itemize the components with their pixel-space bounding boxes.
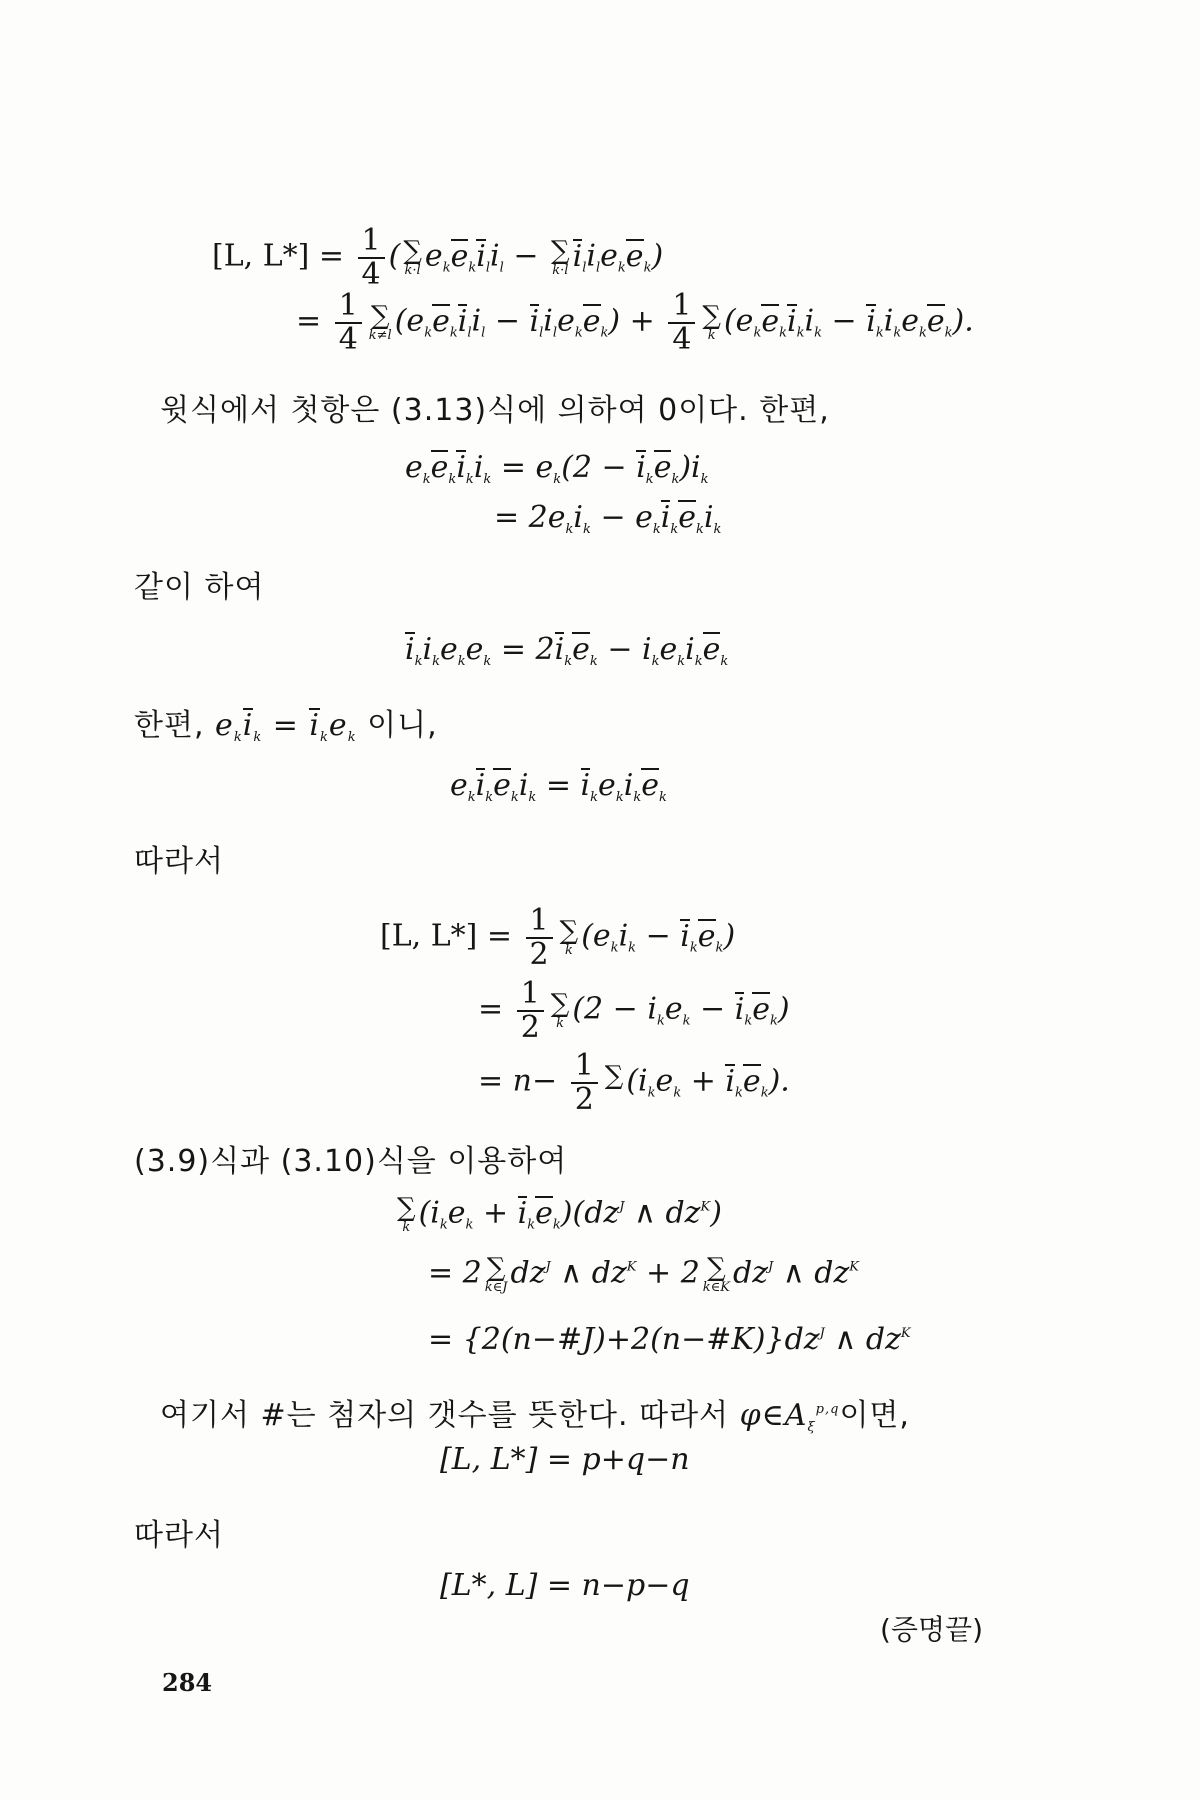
equation-6b: = 2 ∑ k∈J $dz^J$ ∧ $dz^K + 2$ ∑ k∈K $dz^J$ ∧ $dz^K$ [428,1253,859,1295]
eq1a-sum-1: ∑ k·l [403,236,422,278]
equation-5a: [L, L*] = $\frac{1}{2}$ ∑ k $(e_ki_k - i_ke_k)$ [380,903,736,972]
paragraph-4: 따라서 [134,844,224,879]
eq1b-sum-1: ∑ k≠l [368,301,392,343]
paragraph-1: 윗식에서 첫항은 (3.13)식에 의하여 0이다. 한편, [160,393,830,428]
equation-2b: = $2e_ki_k - e_ki_ke_ki_k$ [494,500,722,537]
equation-1b: = $\frac{1}{4}$ ∑ k≠l $(e_ke_ki_li_l - i_li_le_ke_k)$ + $\frac{1}{4}$ ∑ k $(e_ke_ki_ki_k - i_ki_ke_ke_k)$. [296,288,974,357]
equation-6a: ∑ k $(i_ke_k + i_ke_k)(dz^J$ ∧ $dz^K$) [397,1193,722,1235]
eq5c-fraction: $\frac{1}{2}$ [571,1050,598,1115]
eq1b-fraction-2: $\frac{1}{4}$ [668,290,695,355]
eq1b-sum-2: ∑ k [702,301,721,343]
equation-5c: = n− $\frac{1}{2}$ ∑ $(i_ke_k + i_ke_k)$. [478,1048,790,1117]
eq1a-lhs: [L, L*] = [212,238,344,274]
equation-4: $e_ki_ke_ki_k = i_ke_ki_ke_k$ [450,768,667,805]
paragraph-7: 따라서 [134,1518,224,1553]
eq1a-fraction: $\frac{1}{4}$ [358,225,385,290]
eq6b-sum-2: ∑ k∈K [702,1253,730,1295]
eq1a-sum-2: ∑ k·l [551,236,570,278]
equation-6c: = $\{2(n-\#J)+2(n-\#K)\}dz^J$ ∧ $dz^K$ [428,1322,911,1357]
equation-7: [L, L*] = p+q−n [440,1442,690,1477]
eq5b-fraction: $\frac{1}{2}$ [517,978,544,1043]
eq5c-sum: ∑ [604,1061,624,1091]
eq6b-sum-1: ∑ k∈J [484,1253,508,1295]
page-number: 284 [162,1668,213,1697]
eq6a-sum: ∑ k [397,1193,416,1235]
paragraph-3: 한편, $e_ki_k = i_ke_k$ 이니, [134,708,438,745]
paragraph-5: (3.9)식과 (3.10)식을 이용하여 [134,1144,568,1179]
eq5b-sum: ∑ k [550,989,570,1031]
equation-5b: = $\frac{1}{2}$ ∑ k $(2 - i_ke_k - i_ke_k)$ [478,976,790,1045]
equation-1a: [L, L*] = $\frac{1}{4}$ ( ∑ k·l $e_ke_ki_li_l$ − ∑ k·l $i_li_le_ke_k$) [212,223,664,292]
eq5a-fraction: $\frac{1}{2}$ [526,905,553,970]
paragraph-6: 여기서 #는 첨자의 갯수를 뜻한다. 따라서 $\varphi\in A_\xi^{p,q}$이면, [160,1398,910,1435]
qed-mark: (증명끝) [880,1613,983,1646]
equation-8: [L*, L] = n−p−q [440,1568,690,1603]
eq5a-sum: ∑ k [559,916,579,958]
equation-2a: $e_ke_ki_ki_k = e_k(2 - i_ke_k)i_k$ [405,450,709,487]
paragraph-2: 같이 하여 [134,570,265,605]
equation-3: $i_ki_ke_ke_k = 2i_ke_k - i_ke_ki_ke_k$ [405,632,729,669]
eq1b-fraction-1: $\frac{1}{4}$ [335,290,362,355]
